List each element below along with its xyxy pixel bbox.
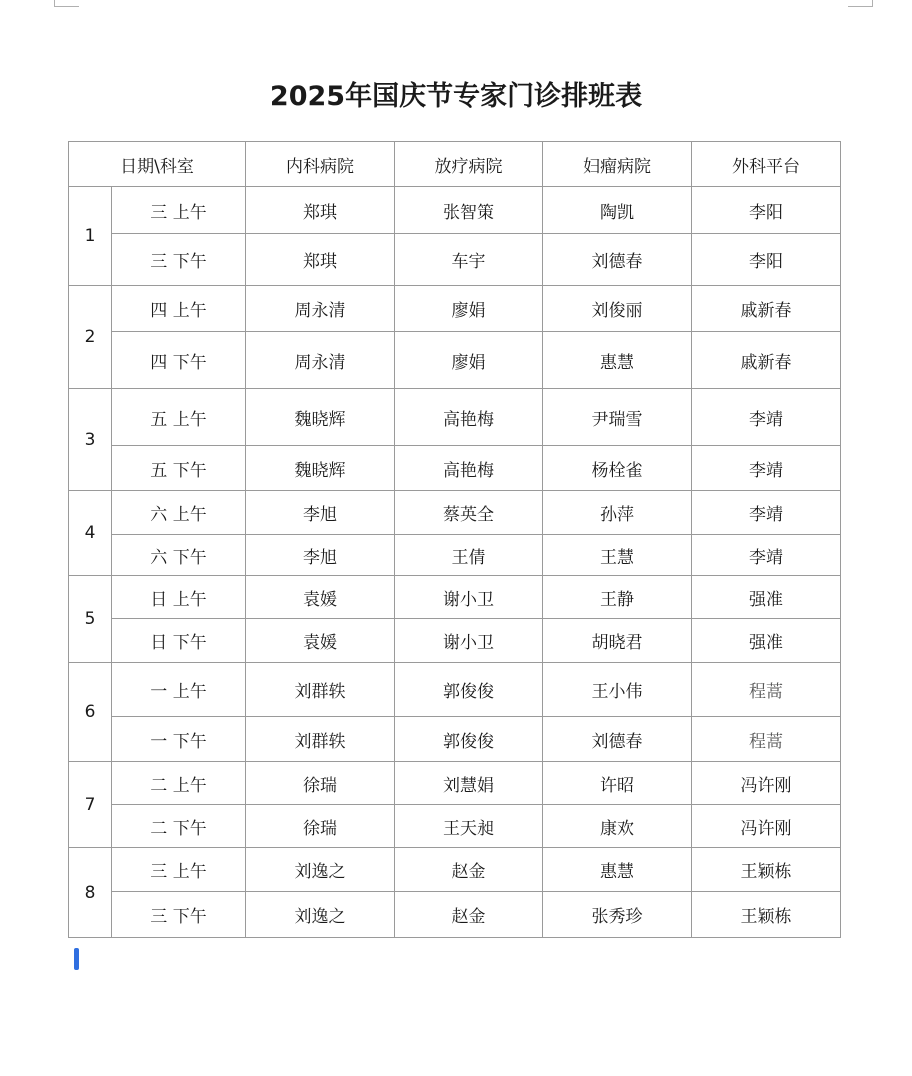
doctor-cell[interactable]: 王颖栋 (692, 892, 841, 938)
table-row (69, 576, 841, 619)
doctor-cell[interactable]: 李旭 (246, 535, 395, 576)
table-row (69, 717, 841, 762)
doctor-cell[interactable]: 魏晓辉 (246, 446, 395, 491)
slot-cell[interactable]: 三 上午 (112, 187, 246, 234)
table-row (69, 332, 841, 389)
slot-cell[interactable]: 六 上午 (112, 491, 246, 535)
table-row (69, 187, 841, 234)
doctor-cell[interactable]: 张秀珍 (543, 892, 692, 938)
header-gyn-oncology[interactable]: 妇瘤病院 (543, 142, 692, 187)
doctor-cell[interactable]: 袁媛 (246, 619, 395, 663)
slot-cell[interactable]: 三 上午 (112, 848, 246, 892)
doctor-cell[interactable]: 刘群轶 (246, 663, 395, 717)
slot-cell[interactable]: 三 下午 (112, 234, 246, 286)
doctor-cell[interactable]: 王小伟 (543, 663, 692, 717)
doctor-cell[interactable]: 杨栓雀 (543, 446, 692, 491)
doctor-cell[interactable]: 王颖栋 (692, 848, 841, 892)
doctor-cell[interactable]: 赵金 (395, 892, 543, 938)
doctor-cell[interactable]: 刘逸之 (246, 892, 395, 938)
doctor-cell[interactable]: 郭俊俊 (395, 663, 543, 717)
doctor-cell[interactable]: 李靖 (692, 389, 841, 446)
doctor-cell[interactable]: 惠慧 (543, 332, 692, 389)
doctor-cell[interactable]: 尹瑞雪 (543, 389, 692, 446)
doctor-cell[interactable]: 刘逸之 (246, 848, 395, 892)
doctor-cell[interactable]: 孙萍 (543, 491, 692, 535)
day-cell[interactable]: 8 (69, 848, 112, 938)
doctor-cell[interactable]: 徐瑞 (246, 805, 395, 848)
day-cell[interactable]: 6 (69, 663, 112, 762)
doctor-cell[interactable]: 郑琪 (246, 234, 395, 286)
doctor-cell[interactable]: 王天昶 (395, 805, 543, 848)
doctor-cell[interactable]: 袁媛 (246, 576, 395, 619)
table-row (69, 389, 841, 446)
doctor-cell[interactable]: 强准 (692, 576, 841, 619)
slot-cell[interactable]: 六 下午 (112, 535, 246, 576)
table-row (69, 446, 841, 491)
page-corner-mark-right (848, 0, 873, 7)
doctor-cell[interactable]: 李阳 (692, 234, 841, 286)
day-cell[interactable]: 4 (69, 491, 112, 576)
doctor-cell[interactable]: 胡晓君 (543, 619, 692, 663)
doctor-cell[interactable]: 高艳梅 (395, 389, 543, 446)
slot-cell[interactable]: 五 下午 (112, 446, 246, 491)
doctor-cell[interactable]: 惠慧 (543, 848, 692, 892)
doctor-cell[interactable]: 张智策 (395, 187, 543, 234)
doctor-cell[interactable]: 徐瑞 (246, 762, 395, 805)
doctor-cell[interactable]: 刘慧娟 (395, 762, 543, 805)
table-row (69, 491, 841, 535)
doctor-cell[interactable]: 王静 (543, 576, 692, 619)
doctor-cell[interactable]: 李靖 (692, 446, 841, 491)
doctor-cell[interactable]: 李旭 (246, 491, 395, 535)
doctor-cell[interactable]: 郑琪 (246, 187, 395, 234)
doctor-cell[interactable]: 李靖 (692, 535, 841, 576)
text-cursor[interactable] (74, 948, 79, 970)
doctor-cell[interactable]: 李靖 (692, 491, 841, 535)
header-surgery-platform[interactable]: 外科平台 (692, 142, 841, 187)
slot-cell[interactable]: 四 下午 (112, 332, 246, 389)
day-cell[interactable]: 3 (69, 389, 112, 491)
header-date-dept[interactable]: 日期\科室 (69, 142, 246, 187)
doctor-cell[interactable]: 刘俊丽 (543, 286, 692, 332)
slot-cell[interactable]: 一 下午 (112, 717, 246, 762)
doctor-cell[interactable]: 赵金 (395, 848, 543, 892)
doctor-cell[interactable]: 刘群轶 (246, 717, 395, 762)
doctor-cell[interactable]: 刘德春 (543, 717, 692, 762)
doctor-cell[interactable]: 戚新春 (692, 332, 841, 389)
slot-cell[interactable]: 二 下午 (112, 805, 246, 848)
doctor-cell[interactable]: 廖娟 (395, 332, 543, 389)
slot-cell[interactable]: 一 上午 (112, 663, 246, 717)
day-cell[interactable]: 1 (69, 187, 112, 286)
table-row (69, 663, 841, 717)
header-radiotherapy[interactable]: 放疗病院 (395, 142, 543, 187)
slot-cell[interactable]: 四 上午 (112, 286, 246, 332)
doctor-cell[interactable]: 康欢 (543, 805, 692, 848)
doctor-cell[interactable]: 陶凯 (543, 187, 692, 234)
doctor-cell[interactable]: 高艳梅 (395, 446, 543, 491)
table-row (69, 892, 841, 938)
day-cell[interactable]: 7 (69, 762, 112, 848)
table-row (69, 234, 841, 286)
doctor-cell[interactable]: 廖娟 (395, 286, 543, 332)
table-row (69, 535, 841, 576)
doctor-cell[interactable]: 车宇 (395, 234, 543, 286)
doctor-cell[interactable]: 李阳 (692, 187, 841, 234)
doctor-cell[interactable]: 冯许刚 (692, 762, 841, 805)
table-row (69, 848, 841, 892)
doctor-cell[interactable]: 程蒿 (692, 663, 841, 717)
slot-cell[interactable]: 日 下午 (112, 619, 246, 663)
doctor-cell[interactable]: 魏晓辉 (246, 389, 395, 446)
table-row (69, 805, 841, 848)
header-row (69, 142, 841, 187)
doctor-cell[interactable]: 戚新春 (692, 286, 841, 332)
doctor-cell[interactable]: 王慧 (543, 535, 692, 576)
slot-cell[interactable]: 二 上午 (112, 762, 246, 805)
doctor-cell[interactable]: 郭俊俊 (395, 717, 543, 762)
slot-cell[interactable]: 三 下午 (112, 892, 246, 938)
table-row (69, 619, 841, 663)
doctor-cell[interactable]: 蔡英全 (395, 491, 543, 535)
doctor-cell[interactable]: 王倩 (395, 535, 543, 576)
doctor-cell[interactable]: 谢小卫 (395, 619, 543, 663)
slot-cell[interactable]: 日 上午 (112, 576, 246, 619)
schedule-table (68, 141, 841, 938)
table-row (69, 762, 841, 805)
doctor-cell[interactable]: 刘德春 (543, 234, 692, 286)
doctor-cell[interactable]: 程蒿 (692, 717, 841, 762)
day-cell[interactable]: 2 (69, 286, 112, 389)
doctor-cell[interactable]: 周永清 (246, 332, 395, 389)
page-corner-mark-left (54, 0, 79, 7)
header-internal-medicine[interactable]: 内科病院 (246, 142, 395, 187)
doctor-cell[interactable]: 谢小卫 (395, 576, 543, 619)
doctor-cell[interactable]: 许昭 (543, 762, 692, 805)
doctor-cell[interactable]: 周永清 (246, 286, 395, 332)
document-title: 2025年国庆节专家门诊排班表 (269, 81, 643, 112)
doctor-cell[interactable]: 冯许刚 (692, 805, 841, 848)
doctor-cell[interactable]: 强准 (692, 619, 841, 663)
table-row (69, 286, 841, 332)
slot-cell[interactable]: 五 上午 (112, 389, 246, 446)
day-cell[interactable]: 5 (69, 576, 112, 663)
